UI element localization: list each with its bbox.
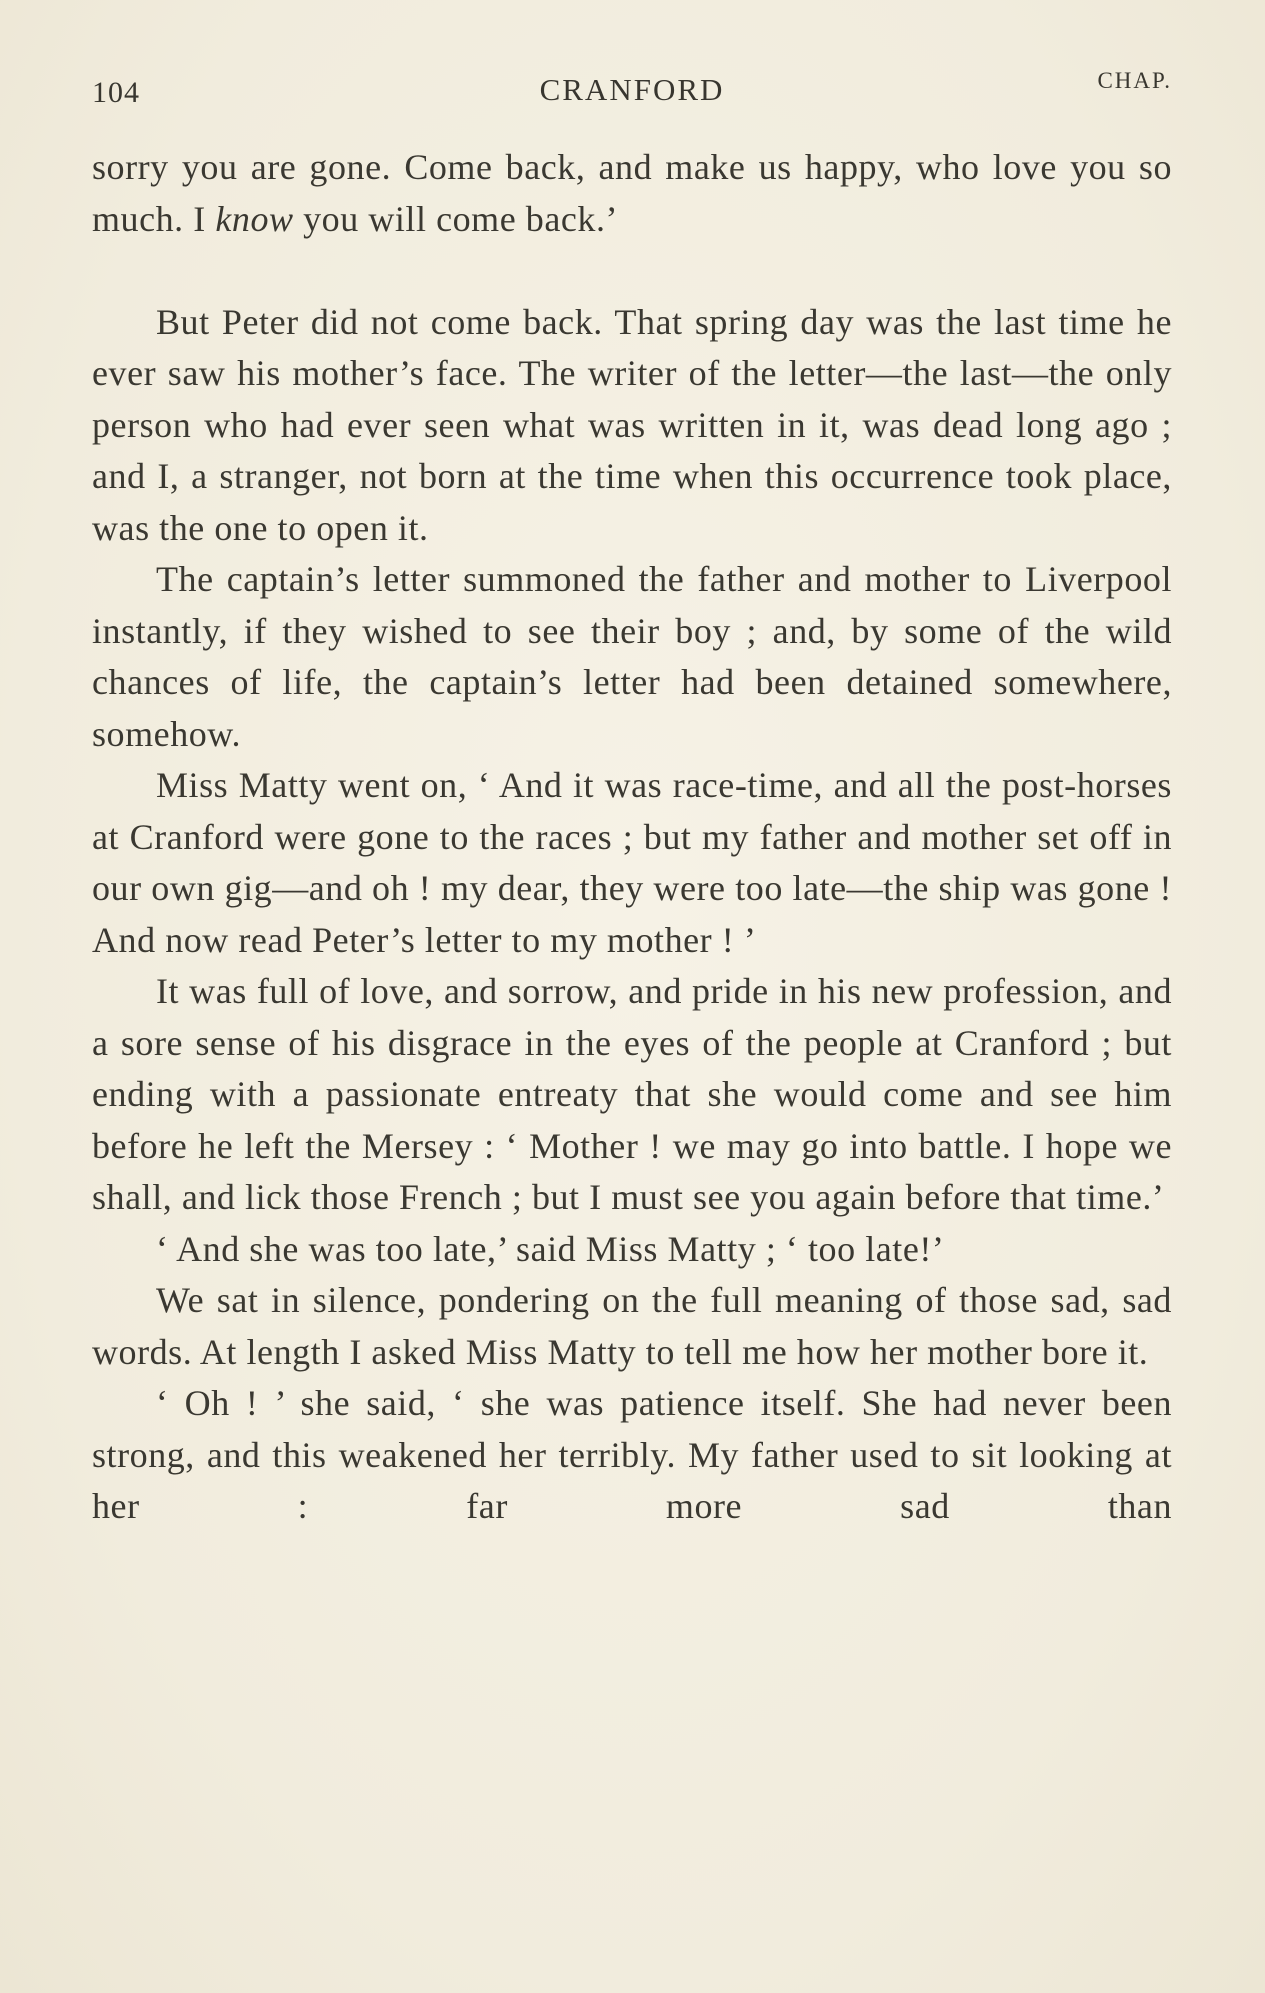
- text-run: sorry you are gone. Come back, and make us happy, who love you so much. I: [92, 147, 1172, 239]
- paragraph: Miss Matty went on, ‘ And it was race-time, and all the post-horses at Cranford were gone to the races ; but my father and mother set off in our own gig—and oh ! my dear, they were too late—the ship was gone ! And now read Peter’s letter to my mother ! ’: [92, 765, 1172, 960]
- paragraph-continuation: [92, 142, 1172, 245]
- paragraph: But Peter did not come back. That spring day was the last time he ever saw his mother’s face. The writer of the letter—the last—the only person who had ever seen what was written in it, was dead long ago ; and I, a stranger, not born at the time when this occurrence took place, was the one to open it.: [92, 301, 1172, 548]
- paragraph: It was full of love, and sorrow, and pride in his new profession, and a sore sense of his disgrace in the eyes of the people at Cranford ; but ending with a passionate entreaty that she would come and see him before he left the Mersey : ‘ Mother ! we may go into battle. I hope we shall, and lick those French ; but I must see you again before that time.’: [92, 971, 1172, 1217]
- body-text: [92, 142, 1172, 1533]
- chapter-abbrev: CHAP.: [1097, 68, 1172, 93]
- running-head: [92, 68, 1172, 118]
- text-run: you will come back.’: [293, 198, 619, 239]
- page-number: 104: [92, 76, 140, 109]
- paragraph: The captain’s letter summoned the father and mother to Liverpool instantly, if they wished to see their boy ; and, by some of the wild chances of life, the captain’s letter had been detained somewhere, somehow.: [92, 559, 1172, 754]
- italic-emphasis: know: [215, 198, 294, 239]
- paragraph: ‘ And she was too late,’ said Miss Matty ; ‘ too late!’: [156, 1228, 945, 1269]
- paragraph: We sat in silence, pondering on the full meaning of those sad, sad words. At length I asked Miss Matty to tell me how her mother bore it.: [92, 1280, 1172, 1372]
- paragraph: ‘ Oh ! ’ she said, ‘ she was patience itself. She had never been strong, and this weakened her terribly. My father used to sit looking at her : far more sad than: [92, 1383, 1172, 1526]
- running-title: CRANFORD: [539, 72, 725, 107]
